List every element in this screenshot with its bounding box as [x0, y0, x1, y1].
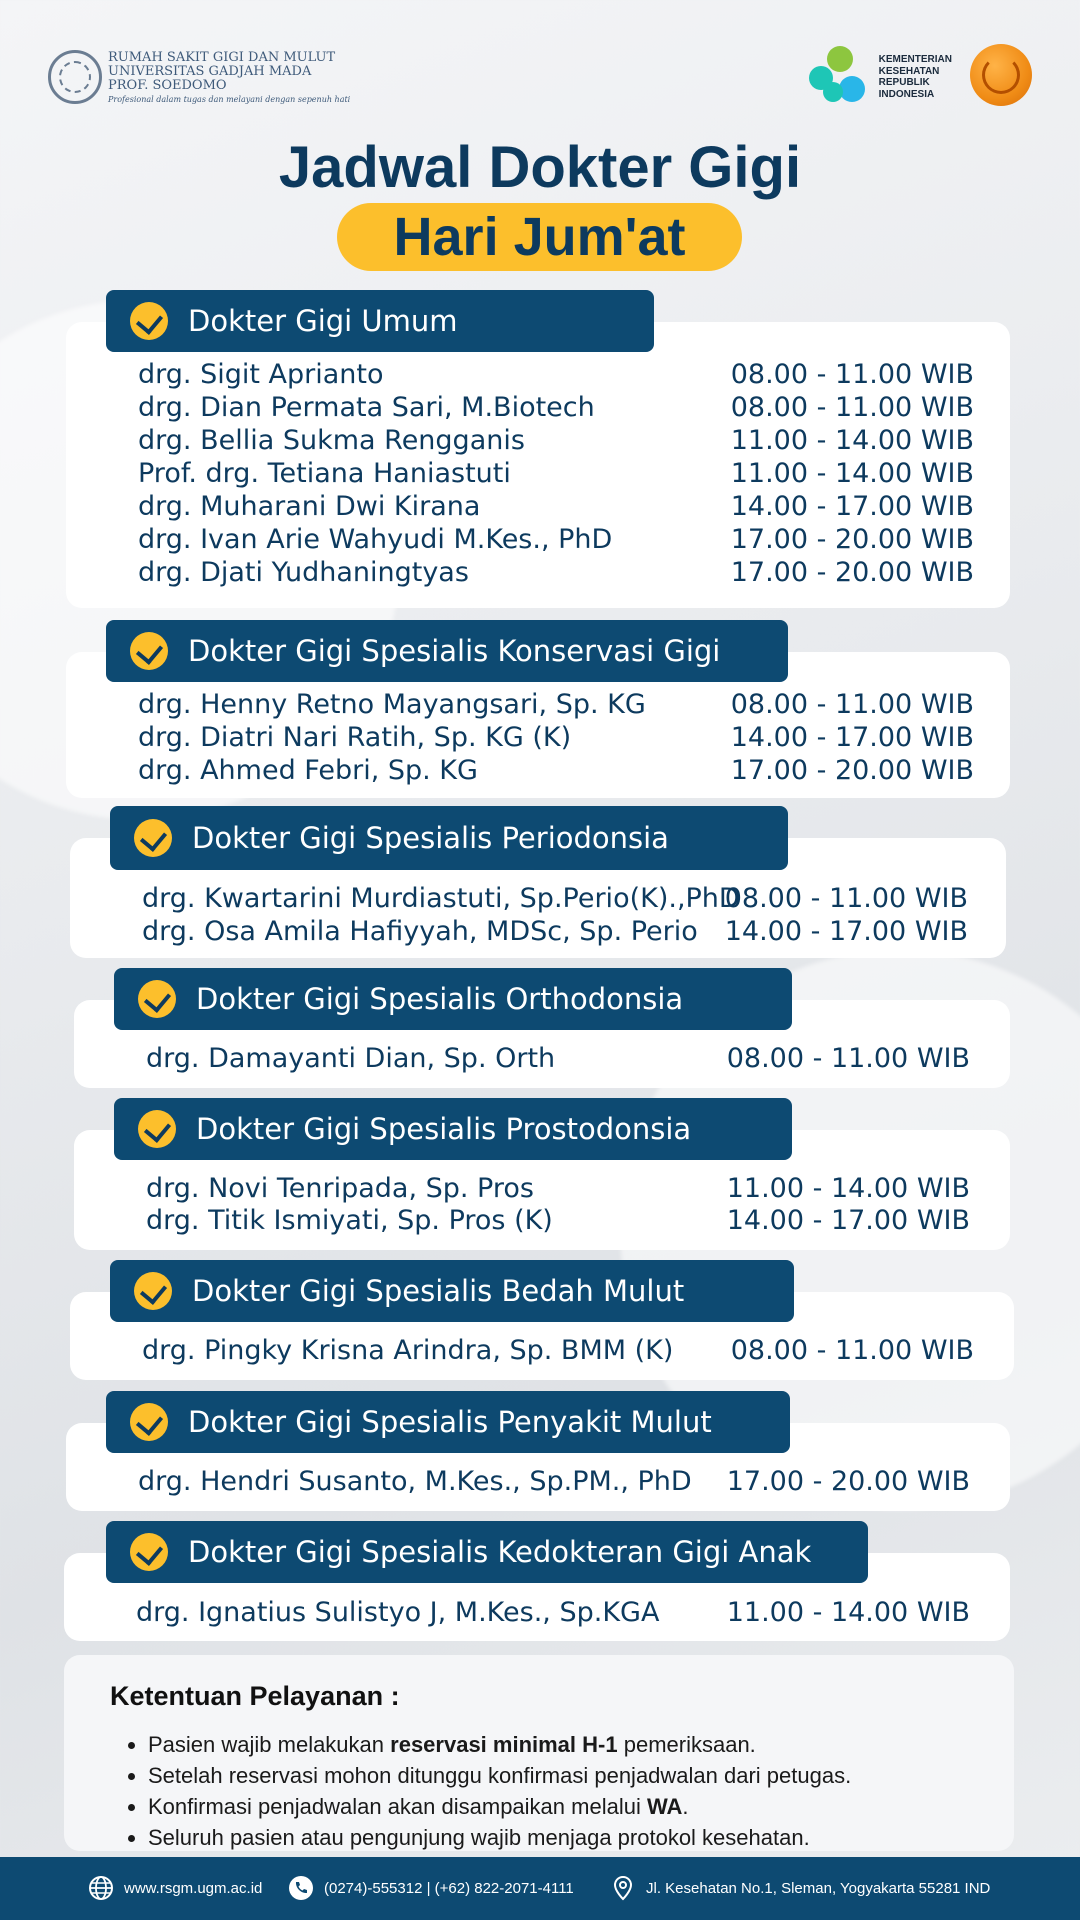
footer-website[interactable]: [88, 1875, 262, 1901]
doctor-name: drg. Sigit Aprianto: [138, 359, 384, 390]
footer-phone[interactable]: [288, 1875, 574, 1901]
doctor-row: [138, 556, 974, 589]
location-pin-icon: [610, 1875, 636, 1901]
check-icon: [138, 980, 176, 1018]
hospital-name-line: UNIVERSITAS GADJAH MADA: [108, 63, 312, 79]
doctor-row: [142, 882, 968, 915]
footer: [0, 1857, 1080, 1920]
doctor-name: drg. Ivan Arie Wahyudi M.Kes., PhD: [138, 524, 613, 555]
provision-item: • Setelah reservasi mohon ditunggu konfirmasi penjadwalan dari petugas.: [148, 1760, 851, 1791]
practice-hours: 17.00 - 20.00 WIB: [726, 1466, 970, 1497]
page-title: Jadwal Dokter Gigi: [278, 135, 802, 200]
doctor-name: drg. Diatri Nari Ratih, Sp. KG (K): [138, 722, 572, 753]
hospital-logo: [48, 50, 350, 104]
doctor-name: drg. Hendri Susanto, M.Kes., Sp.PM., PhD: [138, 1466, 692, 1497]
provision-item: • Konfirmasi penjadwalan akan disampaikan melalui WA.: [148, 1791, 851, 1822]
practice-hours: 08.00 - 11.00 WIB: [730, 359, 974, 390]
address-text: Jl. Kesehatan No.1, Sleman, Yogyakarta 55281 IND: [646, 1879, 991, 1897]
doctor-name: drg. Osa Amila Hafiyyah, MDSc, Sp. Perio: [142, 916, 698, 947]
footer-address: [610, 1875, 990, 1901]
practice-hours: 14.00 - 17.00 WIB: [726, 1205, 970, 1236]
section-header: [106, 620, 788, 682]
practice-hours: 08.00 - 11.00 WIB: [730, 1335, 974, 1366]
doctor-name: drg. Kwartarini Murdiastuti, Sp.Perio(K).,PhD: [142, 883, 740, 914]
practice-hours: 08.00 - 11.00 WIB: [724, 883, 968, 914]
practice-hours: 11.00 - 14.00 WIB: [726, 1173, 970, 1204]
phone-number[interactable]: (0274)-555312 | (+62) 822-2071-4111: [324, 1879, 574, 1897]
doctor-row: [142, 915, 968, 948]
doctor-name: Prof. drg. Tetiana Haniastuti: [138, 458, 511, 489]
accreditation-badge-icon: [970, 44, 1032, 106]
section-title: Dokter Gigi Spesialis Penyakit Mulut: [188, 1405, 712, 1439]
doctor-name: drg. Djati Yudhaningtyas: [138, 557, 469, 588]
ministry-name-line: KESEHATAN: [878, 65, 940, 77]
service-provisions: [64, 1655, 1014, 1851]
hospital-name-line: RUMAH SAKIT GIGI DAN MULUT: [108, 49, 336, 65]
section-title: Dokter Gigi Spesialis Konservasi Gigi: [188, 634, 721, 668]
check-icon: [130, 1533, 168, 1571]
hospital-emblem-icon: [48, 50, 102, 104]
website-link[interactable]: www.rsgm.ugm.ac.id: [124, 1879, 263, 1897]
check-icon: [138, 1110, 176, 1148]
section-title: Dokter Gigi Umum: [188, 304, 458, 338]
doctor-name: drg. Henny Retno Mayangsari, Sp. KG: [138, 689, 646, 720]
ministry-name-line: REPUBLIK: [878, 77, 930, 88]
section-title: Dokter Gigi Spesialis Kedokteran Gigi Anak: [188, 1535, 812, 1569]
section-title: Dokter Gigi Spesialis Prostodonsia: [196, 1112, 692, 1146]
day-badge: Hari Jum'at: [337, 203, 742, 271]
doctor-name: drg. Ignatius Sulistyo J, M.Kes., Sp.KGA: [136, 1597, 660, 1628]
doctor-row: [136, 1596, 970, 1629]
doctor-name: drg. Titik Ismiyati, Sp. Pros (K): [146, 1205, 553, 1236]
doctor-name: drg. Dian Permata Sari, M.Biotech: [138, 392, 595, 423]
section-title: Dokter Gigi Spesialis Bedah Mulut: [192, 1274, 685, 1308]
practice-hours: 17.00 - 20.00 WIB: [730, 557, 974, 588]
doctor-name: drg. Muharani Dwi Kirana: [138, 491, 481, 522]
doctor-row: [138, 1465, 970, 1498]
doctor-row: [138, 688, 974, 721]
check-icon: [130, 632, 168, 670]
doctor-row: [138, 523, 974, 556]
doctor-row: [138, 391, 974, 424]
practice-hours: 08.00 - 11.00 WIB: [726, 1043, 970, 1074]
provision-item: • Pasien wajib melakukan reservasi minimal H-1 pemeriksaan.: [148, 1729, 851, 1760]
check-icon: [134, 819, 172, 857]
section-header: [114, 968, 792, 1030]
doctor-name: drg. Ahmed Febri, Sp. KG: [138, 755, 478, 786]
provision-item: • Seluruh pasien atau pengunjung wajib menjaga protokol kesehatan.: [148, 1822, 851, 1853]
doctor-row: [146, 1042, 970, 1075]
doctor-row: [138, 490, 974, 523]
practice-hours: 11.00 - 14.00 WIB: [726, 1597, 970, 1628]
practice-hours: 14.00 - 17.00 WIB: [724, 916, 968, 947]
header: [48, 50, 1032, 120]
doctor-name: drg. Bellia Sukma Rengganis: [138, 425, 525, 456]
doctor-row: [138, 457, 974, 490]
hospital-tagline: Profesional dalam tugas dan melayani dengan sepenuh hati: [108, 94, 351, 104]
doctor-row: [138, 424, 974, 457]
check-icon: [130, 1403, 168, 1441]
practice-hours: 08.00 - 11.00 WIB: [730, 392, 974, 423]
doctor-row: [146, 1204, 970, 1237]
doctor-row: [142, 1334, 974, 1367]
section-header: [106, 1521, 868, 1583]
hospital-name-line: PROF. SOEDOMO: [108, 77, 227, 93]
ministry-name-line: KEMENTERIAN: [878, 54, 952, 65]
doctor-row: [138, 358, 974, 391]
doctor-name: drg. Damayanti Dian, Sp. Orth: [146, 1043, 556, 1074]
practice-hours: 17.00 - 20.00 WIB: [730, 755, 974, 786]
section-header: [110, 1260, 794, 1322]
doctor-row: [146, 1172, 970, 1205]
section-header: [106, 290, 654, 352]
doctor-row: [138, 754, 974, 787]
section-title: Dokter Gigi Spesialis Orthodonsia: [196, 982, 684, 1016]
kemenkes-leaf-icon: [809, 46, 871, 108]
section-header: [106, 1391, 790, 1453]
doctor-row: [138, 721, 974, 754]
section-header: [114, 1098, 792, 1160]
globe-icon: [88, 1875, 114, 1901]
practice-hours: 11.00 - 14.00 WIB: [730, 458, 974, 489]
practice-hours: 14.00 - 17.00 WIB: [730, 491, 974, 522]
section-header: [110, 806, 788, 870]
doctor-name: drg. Pingky Krisna Arindra, Sp. BMM (K): [142, 1335, 674, 1366]
section-title: Dokter Gigi Spesialis Periodonsia: [192, 821, 669, 855]
provisions-title: Ketentuan Pelayanan :: [110, 1681, 400, 1711]
practice-hours: 08.00 - 11.00 WIB: [730, 689, 974, 720]
practice-hours: 11.00 - 14.00 WIB: [730, 425, 974, 456]
ministry-logo: [809, 46, 952, 108]
check-icon: [130, 302, 168, 340]
phone-icon: [288, 1875, 314, 1901]
ministry-name-line: INDONESIA: [878, 88, 935, 100]
check-icon: [134, 1272, 172, 1310]
doctor-name: drg. Novi Tenripada, Sp. Pros: [146, 1173, 534, 1204]
provisions-list: [148, 1729, 851, 1853]
practice-hours: 14.00 - 17.00 WIB: [730, 722, 974, 753]
practice-hours: 17.00 - 20.00 WIB: [730, 524, 974, 555]
